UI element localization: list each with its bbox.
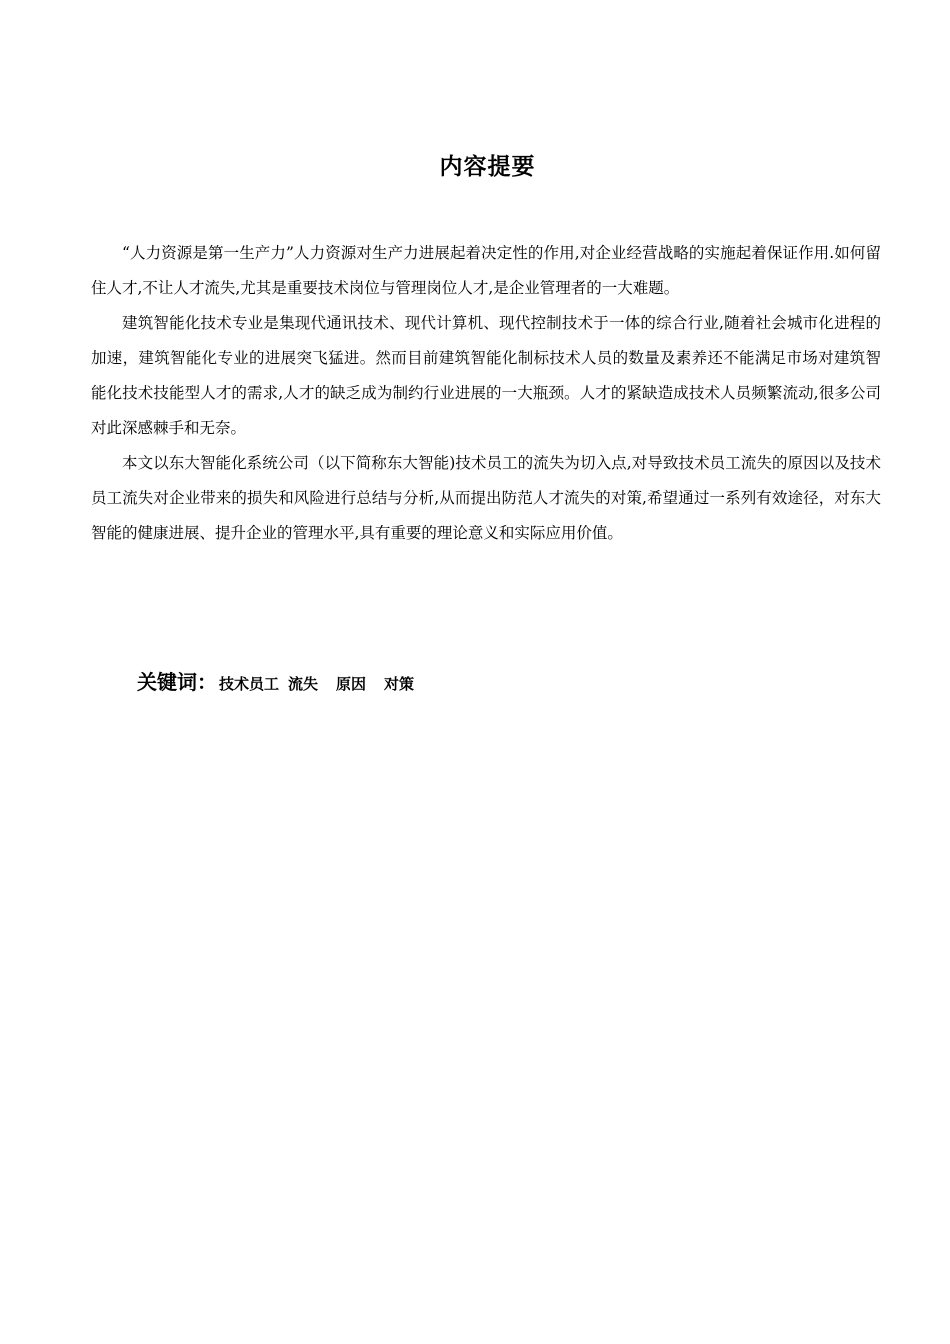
keyword-item: 技术员工 xyxy=(219,675,280,693)
abstract-paragraph-2: 建筑智能化技术专业是集现代通讯技术、现代计算机、现代控制技术于一体的综合行业,随着社会城市化进程的加速，建筑智能化专业的进展突飞猛进。然而目前建筑智能化制标技术人员的数量及素养还不能满足市场对建筑智能化技术技能型人才的需求,人才的缺乏成为制约行业进展的一大瓶颈。人才的紧缺造成技术人员频繁流动,很多公司对此深感棘手和无奈。 xyxy=(91,314,881,437)
keywords-line xyxy=(137,664,414,702)
keyword-item: 对策 xyxy=(384,675,415,693)
keyword-item: 流失 xyxy=(288,675,319,693)
abstract-paragraph-1: “人力资源是第一生产力”人力资源对生产力进展起着决定性的作用,对企业经营战略的实施起着保证作用.如何留住人才,不让人才流失,尤其是重要技术岗位与管理岗位人才,是企业管理者的一大难题。 xyxy=(91,244,881,297)
keywords-label: 关键词： xyxy=(137,670,217,694)
abstract-body xyxy=(91,236,881,551)
abstract-paragraph-3: 本文以东大智能化系统公司（以下简称东大智能)技术员工的流失为切入点,对导致技术员工流失的原因以及技术员工流失对企业带来的损失和风险进行总结与分析,从而提出防范人才流失的对策,希望通过一系列有效途径，对东大智能的健康进展、提升企业的管理水平,具有重要的理论意义和实际应用价值。 xyxy=(91,454,881,542)
document-title: 内容提要 xyxy=(439,154,536,180)
keyword-item: 原因 xyxy=(336,675,367,693)
